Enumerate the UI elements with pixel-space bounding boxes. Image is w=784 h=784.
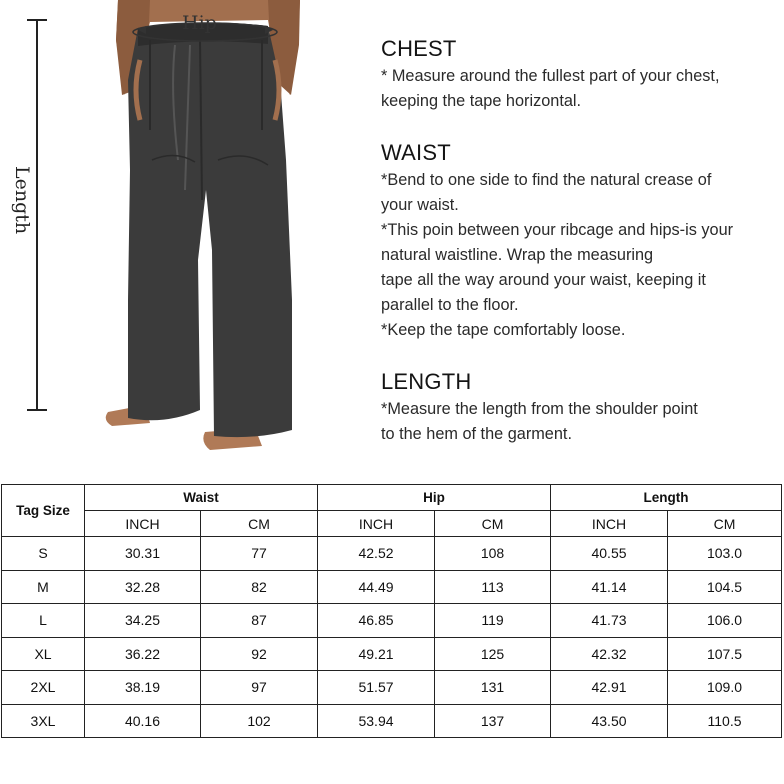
- table-cell: 131: [435, 671, 551, 705]
- waist-title: WAIST: [381, 140, 451, 165]
- pants-illustration-icon: [0, 0, 340, 470]
- table-cell: 125: [435, 637, 551, 671]
- chest-title: CHEST: [381, 36, 457, 61]
- table-row: [2, 570, 782, 604]
- unit-header: INCH: [318, 511, 435, 537]
- table-cell: 119: [435, 604, 551, 638]
- table-cell: 77: [201, 537, 318, 571]
- chest-line: keeping the tape horizontal.: [381, 92, 582, 110]
- waist-line: natural waistline. Wrap the measuring: [381, 246, 654, 264]
- waist-line: tape all the way around your waist, keeping it: [381, 271, 706, 289]
- hip-label: Hip: [182, 12, 217, 34]
- unit-header: INCH: [85, 511, 201, 537]
- table-cell: 137: [435, 704, 551, 738]
- table-cell: 49.21: [318, 637, 435, 671]
- waist-line: *Keep the tape comfortably loose.: [381, 321, 626, 339]
- unit-header: CM: [435, 511, 551, 537]
- waist-line: *Bend to one side to find the natural crease of: [381, 171, 712, 189]
- size-table-body: [2, 537, 782, 738]
- unit-header: CM: [201, 511, 318, 537]
- size-label-cell: 3XL: [2, 704, 85, 738]
- product-figure: [0, 0, 340, 470]
- length-section: [381, 367, 698, 447]
- length-line: to the hem of the garment.: [381, 425, 572, 443]
- table-cell: 107.5: [668, 637, 782, 671]
- pants-shape: [128, 22, 292, 437]
- table-cell: 43.50: [551, 704, 668, 738]
- chest-section: [381, 34, 719, 114]
- waist-line: *This poin between your ribcage and hips-is your: [381, 221, 734, 239]
- size-label-cell: M: [2, 570, 85, 604]
- table-cell: 102: [201, 704, 318, 738]
- table-unit-header-row: [2, 511, 782, 537]
- length-line: *Measure the length from the shoulder point: [381, 400, 698, 418]
- table-cell: 32.28: [85, 570, 201, 604]
- length-title: LENGTH: [381, 369, 472, 394]
- size-label-cell: XL: [2, 637, 85, 671]
- table-cell: 109.0: [668, 671, 782, 705]
- table-row: [2, 637, 782, 671]
- table-cell: 41.14: [551, 570, 668, 604]
- table-cell: 97: [201, 671, 318, 705]
- tag-size-header: Tag Size: [2, 485, 85, 537]
- table-cell: 106.0: [668, 604, 782, 638]
- chest-line: * Measure around the fullest part of your chest,: [381, 67, 720, 85]
- table-row: [2, 704, 782, 738]
- table-cell: 113: [435, 570, 551, 604]
- table-cell: 46.85: [318, 604, 435, 638]
- table-cell: 42.32: [551, 637, 668, 671]
- table-row: [2, 604, 782, 638]
- table-cell: 110.5: [668, 704, 782, 738]
- size-label-cell: L: [2, 604, 85, 638]
- table-cell: 40.16: [85, 704, 201, 738]
- table-row: [2, 537, 782, 571]
- table-cell: 92: [201, 637, 318, 671]
- table-cell: 34.25: [85, 604, 201, 638]
- table-cell: 44.49: [318, 570, 435, 604]
- table-cell: 38.19: [85, 671, 201, 705]
- waist-line: parallel to the floor.: [381, 296, 519, 314]
- table-cell: 42.91: [551, 671, 668, 705]
- table-cell: 41.73: [551, 604, 668, 638]
- table-cell: 42.52: [318, 537, 435, 571]
- table-cell: 108: [435, 537, 551, 571]
- table-cell: 51.57: [318, 671, 435, 705]
- table-cell: 104.5: [668, 570, 782, 604]
- table-cell: 53.94: [318, 704, 435, 738]
- table-cell: 40.55: [551, 537, 668, 571]
- table-cell: 103.0: [668, 537, 782, 571]
- length-group-header: Length: [551, 485, 782, 511]
- table-cell: 87: [201, 604, 318, 638]
- size-label-cell: 2XL: [2, 671, 85, 705]
- size-label-cell: S: [2, 537, 85, 571]
- table-group-header-row: [2, 485, 782, 511]
- size-chart-table: [1, 484, 782, 738]
- table-cell: 30.31: [85, 537, 201, 571]
- length-label: Length: [11, 165, 33, 235]
- hip-group-header: Hip: [318, 485, 551, 511]
- table-row: [2, 671, 782, 705]
- waist-line: your waist.: [381, 196, 459, 214]
- table-cell: 82: [201, 570, 318, 604]
- unit-header: INCH: [551, 511, 668, 537]
- waist-section: [381, 138, 733, 343]
- table-cell: 36.22: [85, 637, 201, 671]
- unit-header: CM: [668, 511, 782, 537]
- waist-group-header: Waist: [85, 485, 318, 511]
